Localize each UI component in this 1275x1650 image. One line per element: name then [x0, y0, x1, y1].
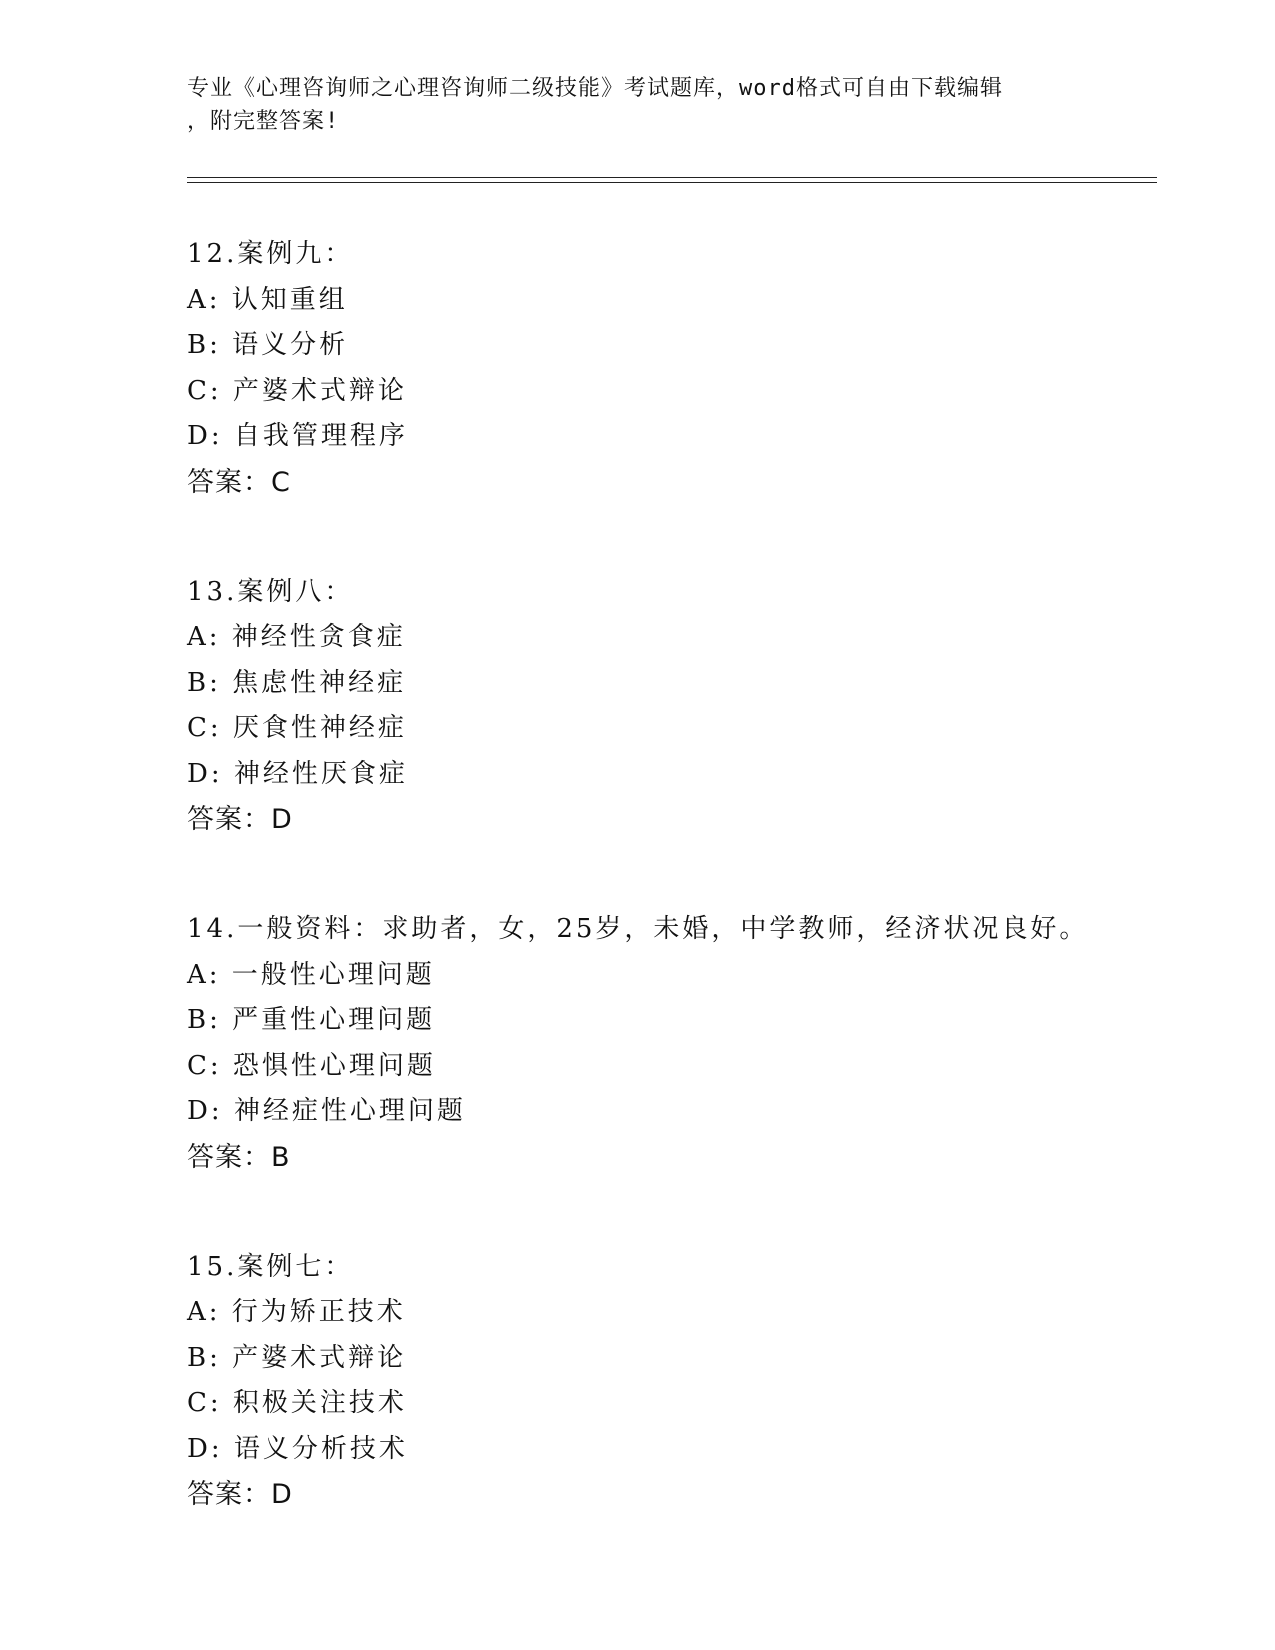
option-c: C: 产婆术式辩论: [187, 375, 407, 406]
option-b: B: 语义分析: [187, 330, 349, 360]
answer-key: 答案：C: [187, 466, 291, 498]
option-b: B: 严重性心理问题: [187, 1005, 436, 1035]
option-b: B: 产婆术式辩论: [187, 1342, 407, 1373]
option-d: D: 自我管理程序: [187, 421, 408, 451]
option-a: A: 一般性心理问题: [187, 959, 435, 990]
option-c: C: 厌食性神经症: [187, 713, 407, 743]
question-12: [187, 232, 1187, 506]
option-c: C: 积极关注技术: [187, 1388, 407, 1418]
question-stem: 12.案例九：: [187, 239, 354, 269]
option-a: A: 神经性贪食症: [187, 622, 406, 652]
header-title-line-1: 专业《心理咨询师之心理咨询师二级技能》考试题库，word格式可自由下载编辑: [187, 76, 1003, 101]
document-header: [187, 72, 1087, 138]
option-d: D: 神经性厌食症: [187, 758, 408, 789]
option-a: A: 行为矫正技术: [187, 1297, 406, 1327]
question-stem: 13.案例八：: [187, 576, 354, 607]
answer-key: 答案：D: [187, 1479, 293, 1510]
header-divider-bottom: [187, 182, 1157, 183]
answer-key: 答案：D: [187, 804, 293, 835]
header-title-line-2: ，附完整答案!: [187, 109, 340, 134]
question-15: [187, 1245, 1187, 1519]
question-stem: 14.一般资料：求助者，女，25岁，未婚，中学教师，经济状况良好。: [187, 914, 1089, 944]
question-stem: 15.案例七：: [187, 1251, 354, 1282]
question-13: [187, 570, 1187, 844]
header-divider-top: [187, 177, 1157, 178]
option-b: B: 焦虑性神经症: [187, 667, 407, 698]
option-c: C: 恐惧性心理问题: [187, 1050, 436, 1081]
option-d: D: 语义分析技术: [187, 1433, 408, 1464]
option-a: A: 认知重组: [187, 284, 348, 315]
question-14: [187, 907, 1187, 1181]
option-d: D: 神经症性心理问题: [187, 1096, 466, 1126]
answer-key: 答案：B: [187, 1141, 291, 1173]
question-list: [187, 232, 1187, 1582]
